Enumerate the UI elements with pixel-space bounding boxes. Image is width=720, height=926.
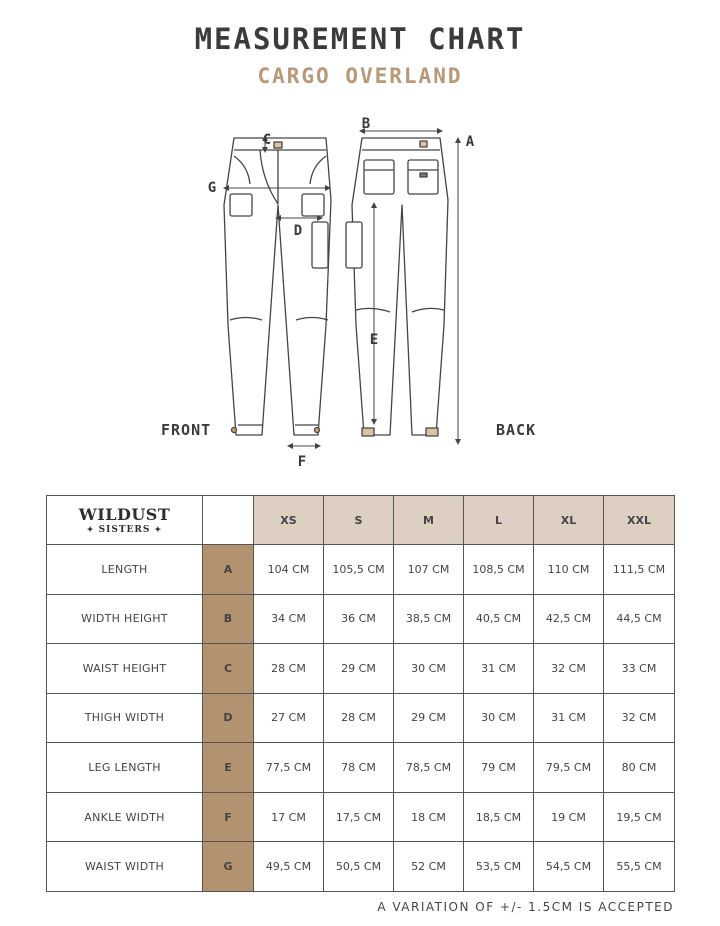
size-chart-table [46, 495, 675, 892]
row-label: LEG LENGTH [47, 743, 203, 793]
dim-letter-f: F [297, 454, 307, 470]
cell-value: 111,5 CM [604, 545, 675, 595]
cell-value: 52 CM [394, 842, 464, 892]
table-row [47, 594, 675, 644]
front-button [274, 142, 282, 148]
cell-value: 32 CM [534, 644, 604, 694]
cell-value: 31 CM [534, 693, 604, 743]
cell-value: 18,5 CM [464, 792, 534, 842]
cell-value: 31 CM [464, 644, 534, 694]
row-label: WAIST WIDTH [47, 842, 203, 892]
row-letter: A [203, 545, 254, 595]
cell-value: 53,5 CM [464, 842, 534, 892]
pants-illustration [150, 110, 570, 480]
table-row [47, 743, 675, 793]
cell-value: 32 CM [604, 693, 675, 743]
back-label: BACK [496, 421, 537, 439]
cell-value: 105,5 CM [324, 545, 394, 595]
cell-value: 54,5 CM [534, 842, 604, 892]
cell-value: 27 CM [254, 693, 324, 743]
row-letter: F [203, 792, 254, 842]
cell-value: 30 CM [464, 693, 534, 743]
size-header: XL [534, 496, 604, 545]
cell-value: 30 CM [394, 644, 464, 694]
brand-logo [47, 496, 203, 545]
dim-letter-g: G [207, 180, 217, 196]
dim-letter-e: E [369, 332, 379, 348]
cell-value: 17,5 CM [324, 792, 394, 842]
cell-value: 18 CM [394, 792, 464, 842]
cell-value: 79,5 CM [534, 743, 604, 793]
row-label: THIGH WIDTH [47, 693, 203, 743]
dim-letter-a: A [465, 134, 475, 150]
page-title: MEASUREMENT CHART [194, 22, 526, 56]
front-label: FRONT [161, 421, 212, 439]
table-row [47, 545, 675, 595]
size-header: XXL [604, 496, 675, 545]
cell-value: 29 CM [394, 693, 464, 743]
cell-value: 55,5 CM [604, 842, 675, 892]
cell-value: 42,5 CM [534, 594, 604, 644]
dim-letter-d: D [293, 223, 303, 239]
star-icon: ✦ [86, 524, 95, 534]
row-letter: B [203, 594, 254, 644]
table-row [47, 842, 675, 892]
cell-value: 79 CM [464, 743, 534, 793]
row-letter: G [203, 842, 254, 892]
cell-value: 36 CM [324, 594, 394, 644]
size-header: L [464, 496, 534, 545]
cell-value: 110 CM [534, 545, 604, 595]
cell-value: 80 CM [604, 743, 675, 793]
star-icon: ✦ [154, 524, 163, 534]
brand-line1: WILDUST [78, 505, 171, 524]
size-header: XS [254, 496, 324, 545]
letter-header-empty [203, 496, 254, 545]
cell-value: 107 CM [394, 545, 464, 595]
size-header: S [324, 496, 394, 545]
cell-value: 40,5 CM [464, 594, 534, 644]
dim-letter-b: B [361, 116, 371, 132]
front-patch-right [302, 194, 324, 216]
cell-value: 77,5 CM [254, 743, 324, 793]
product-name: CARGO OVERLAND [257, 64, 463, 88]
size-header: M [394, 496, 464, 545]
cell-value: 78 CM [324, 743, 394, 793]
cell-value: 49,5 CM [254, 842, 324, 892]
cell-value: 29 CM [324, 644, 394, 694]
cell-value: 78,5 CM [394, 743, 464, 793]
brand-line2-wrap [47, 524, 202, 535]
row-letter: E [203, 743, 254, 793]
cell-value: 34 CM [254, 594, 324, 644]
front-patch-left [230, 194, 252, 216]
row-letter: C [203, 644, 254, 694]
cell-value: 44,5 CM [604, 594, 675, 644]
tolerance-note: A VARIATION OF +/- 1.5CM IS ACCEPTED [377, 900, 674, 914]
table-row [47, 792, 675, 842]
back-pocket-left [364, 160, 394, 194]
row-letter: D [203, 693, 254, 743]
cell-value: 19 CM [534, 792, 604, 842]
row-label: WAIST HEIGHT [47, 644, 203, 694]
cell-value: 50,5 CM [324, 842, 394, 892]
row-label: WIDTH HEIGHT [47, 594, 203, 644]
front-cargo-pocket [312, 222, 328, 268]
table-row [47, 693, 675, 743]
row-label: ANKLE WIDTH [47, 792, 203, 842]
table-header-row [47, 496, 675, 545]
cell-value: 104 CM [254, 545, 324, 595]
cell-value: 108,5 CM [464, 545, 534, 595]
cell-value: 28 CM [324, 693, 394, 743]
cell-value: 17 CM [254, 792, 324, 842]
row-label: LENGTH [47, 545, 203, 595]
table-row [47, 644, 675, 694]
dim-letter-c: C [262, 132, 272, 148]
cell-value: 33 CM [604, 644, 675, 694]
cell-value: 28 CM [254, 644, 324, 694]
back-cargo-pocket [346, 222, 362, 268]
cell-value: 38,5 CM [394, 594, 464, 644]
pants-diagram [150, 110, 570, 480]
brand-line2: SISTERS [98, 525, 151, 535]
cell-value: 19,5 CM [604, 792, 675, 842]
